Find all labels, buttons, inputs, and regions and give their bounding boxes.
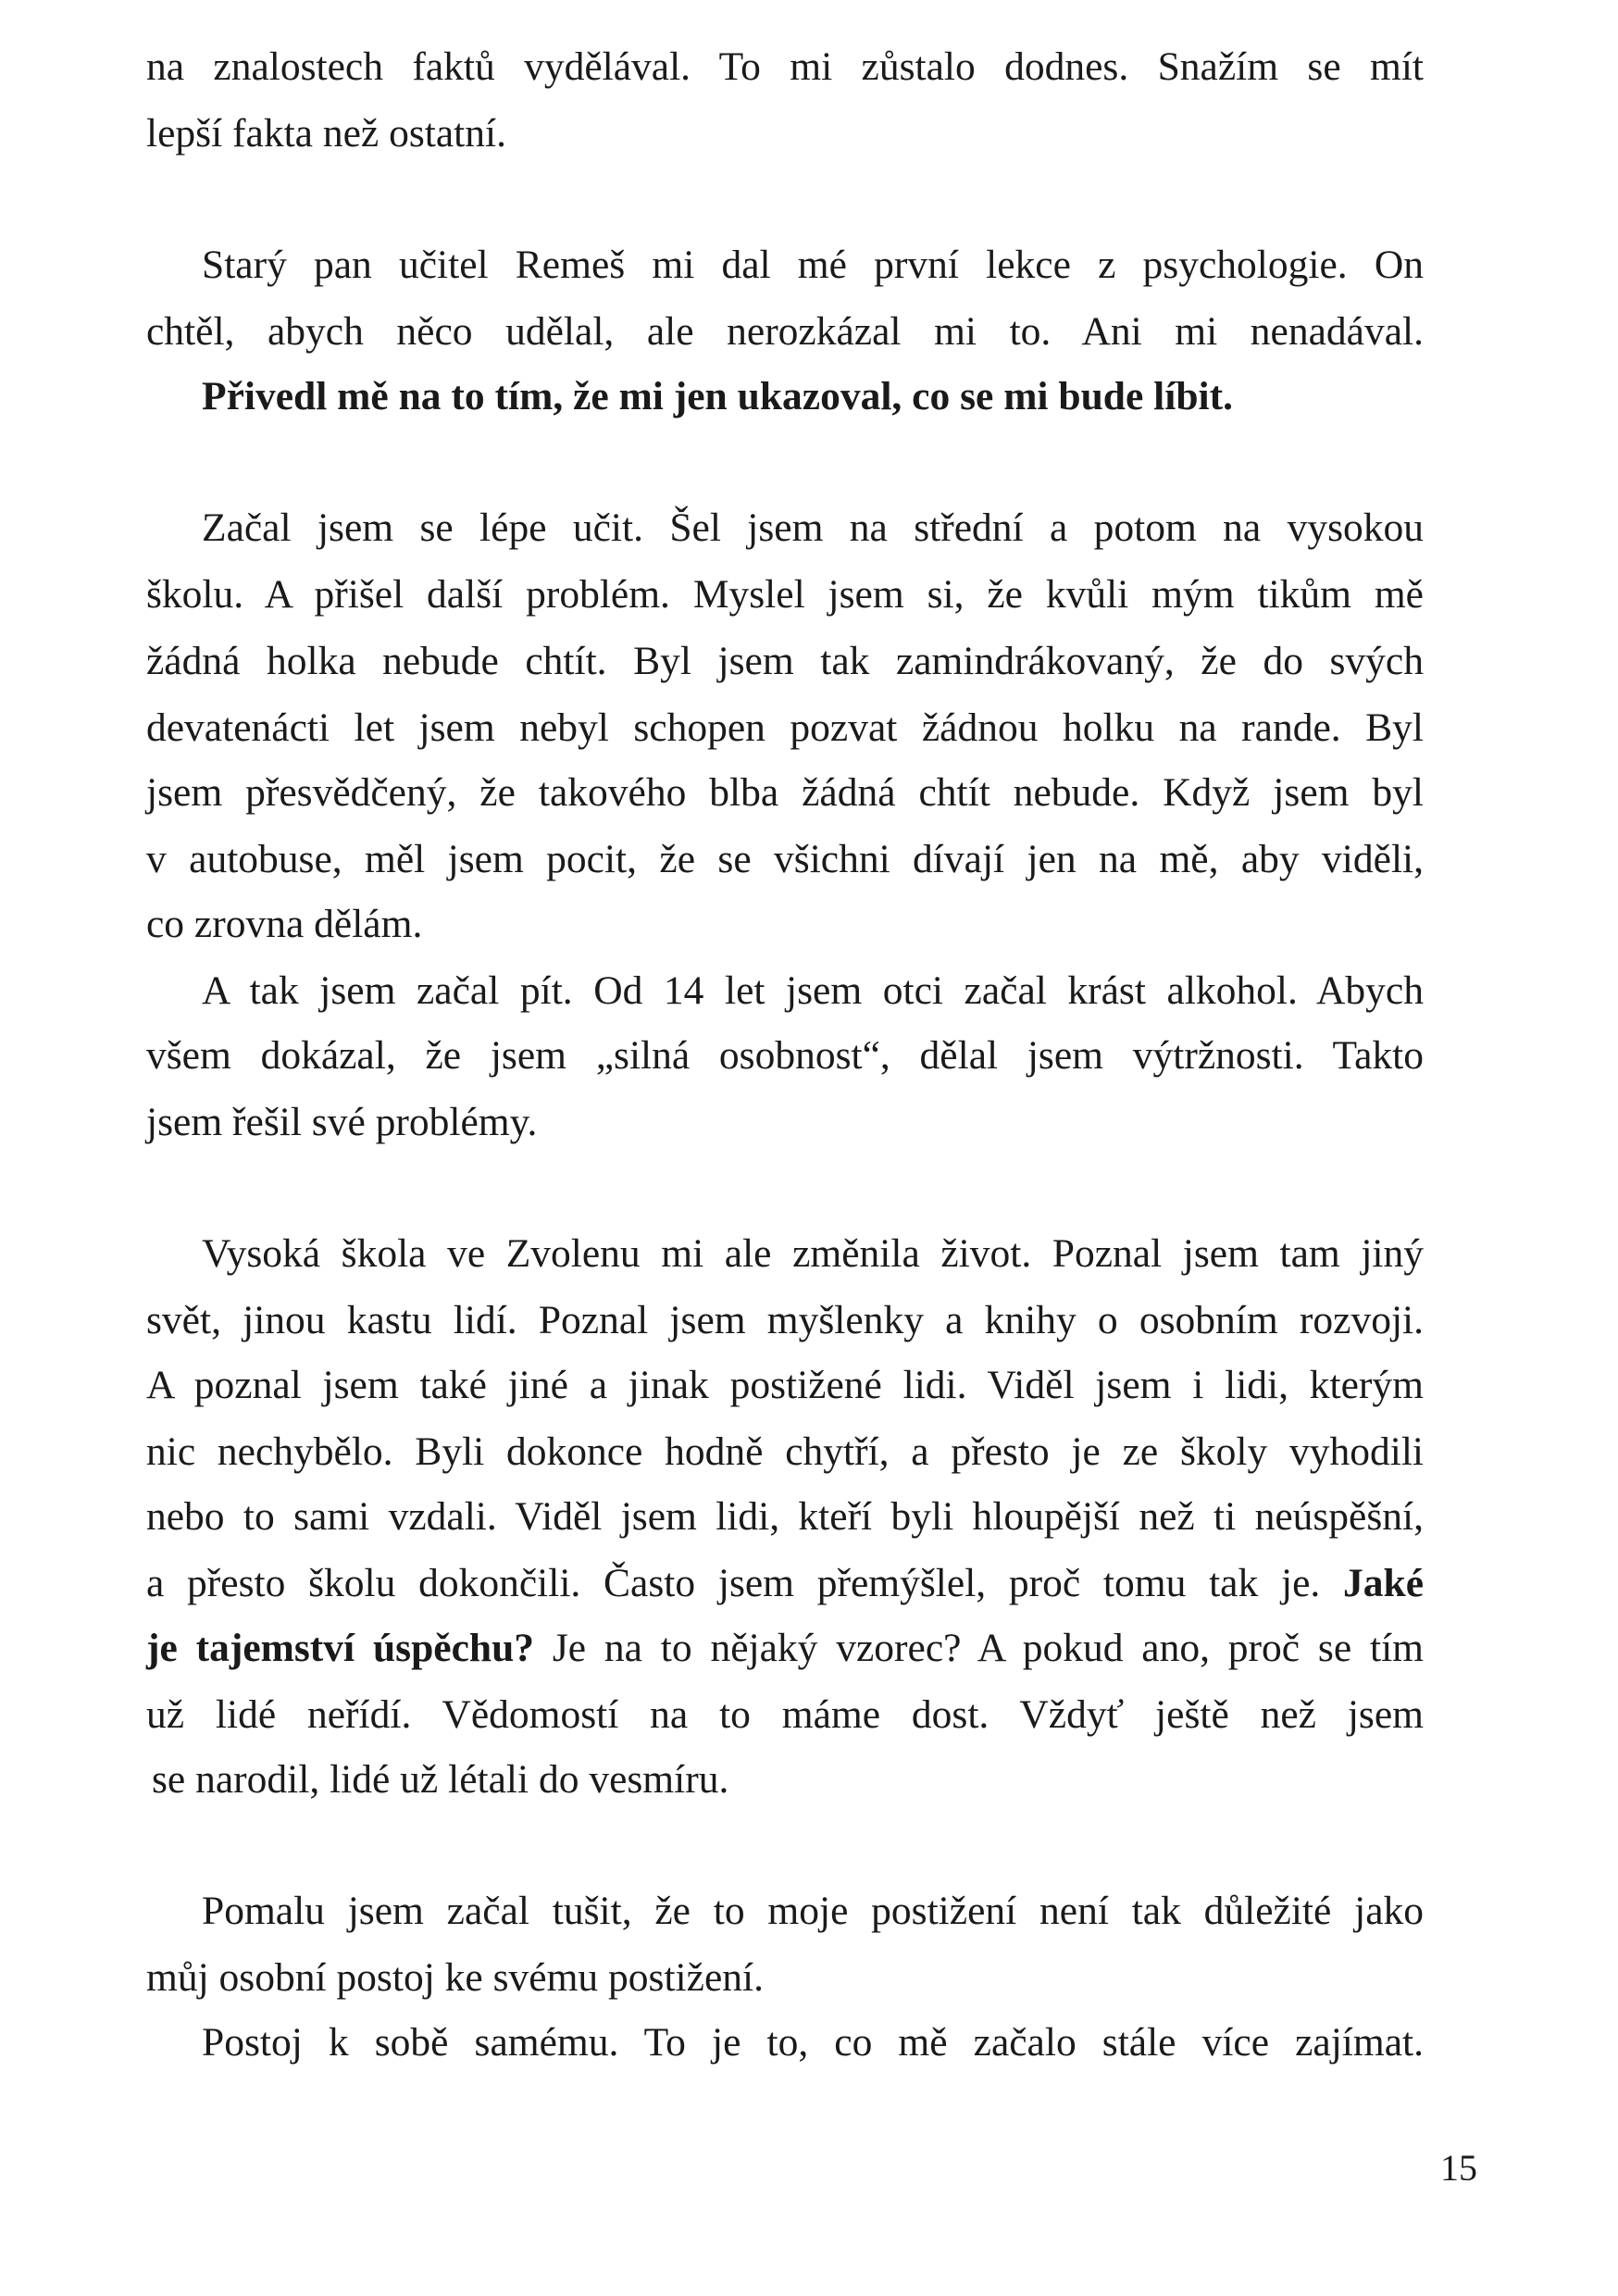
text-line: devatenácti let jsem nebyl schopen pozvat žádnou holku na rande. Byl bbox=[146, 705, 1424, 750]
text-line: školu. A přišel další problém. Myslel jsem si, že kvůli mým tikům mě bbox=[146, 572, 1424, 617]
text-line: Pomalu jsem začal tušit, že to moje postižení není tak důležité jako bbox=[202, 1889, 1424, 1933]
text-line: na znalostech faktů vydělával. To mi zůstalo dodnes. Snažím se mít bbox=[146, 44, 1424, 89]
text-line: žádná holka nebude chtít. Byl jsem tak zamindrákovaný, že do svých bbox=[146, 639, 1424, 683]
text-span: a přesto školu dokončili. Často jsem přemýšlel, proč tomu tak je. bbox=[146, 1561, 1321, 1605]
text-line: chtěl, abych něco udělal, ale nerozkázal mi to. Ani mi nenadával. bbox=[146, 309, 1424, 354]
text-line: všem dokázal, že jsem „silná osobnost“, dělal jsem výtržnosti. Takto bbox=[146, 1033, 1424, 1078]
text-line: jsem přesvědčený, že takového blba žádná chtít nebude. Když jsem byl bbox=[146, 770, 1424, 815]
text-line: můj osobní postoj ke svému postižení. bbox=[146, 1955, 764, 2000]
text-line: se narodil, lidé už létali do vesmíru. bbox=[152, 1757, 729, 1802]
text-line: už lidé neřídí. Vědomostí na to máme dost. Vždyť ještě než jsem bbox=[146, 1692, 1424, 1737]
bold-text-span: je tajemství úspěchu? bbox=[146, 1626, 535, 1670]
text-line: v autobuse, měl jsem pocit, že se všichni dívají jen na mě, aby viděli, bbox=[146, 837, 1424, 881]
text-line: A poznal jsem také jiné a jinak postižené lidi. Viděl jsem i lidi, kterým bbox=[146, 1363, 1424, 1407]
text-line bbox=[146, 1622, 1424, 1674]
text-line: nebo to sami vzdali. Viděl jsem lidi, kteří byli hloupější než ti neúspěšní, bbox=[146, 1494, 1424, 1539]
bold-text-span: Jaké bbox=[1343, 1561, 1424, 1605]
text-line bbox=[146, 1557, 1424, 1609]
text-span: Je na to nějaký vzorec? A pokud ano, proč se tím bbox=[552, 1626, 1424, 1670]
text-line: lepší fakta než ostatní. bbox=[146, 111, 506, 156]
text-line: jsem řešil své problémy. bbox=[146, 1100, 538, 1144]
text-line: nic nechybělo. Byli dokonce hodně chytří, a přesto je ze školy vyhodili bbox=[146, 1429, 1424, 1474]
bold-text-line: Přivedl mě na to tím, že mi jen ukazoval, co se mi bude líbit. bbox=[202, 374, 1233, 418]
text-line: Začal jsem se lépe učit. Šel jsem na střední a potom na vysokou bbox=[202, 505, 1424, 550]
text-line: A tak jsem začal pít. Od 14 let jsem otci začal krást alkohol. Abych bbox=[202, 968, 1424, 1013]
text-line: Postoj k sobě samému. To je to, co mě začalo stále více zajímat. bbox=[202, 2020, 1424, 2065]
text-line: Starý pan učitel Remeš mi dal mé první lekce z psychologie. On bbox=[202, 243, 1424, 287]
text-line: svět, jinou kastu lidí. Poznal jsem myšlenky a knihy o osobním rozvoji. bbox=[146, 1298, 1424, 1342]
text-line: co zrovna dělám. bbox=[146, 902, 423, 946]
text-line: Vysoká škola ve Zvolenu mi ale změnila život. Poznal jsem tam jiný bbox=[202, 1231, 1424, 1276]
page-number: 15 bbox=[1440, 2147, 1477, 2189]
